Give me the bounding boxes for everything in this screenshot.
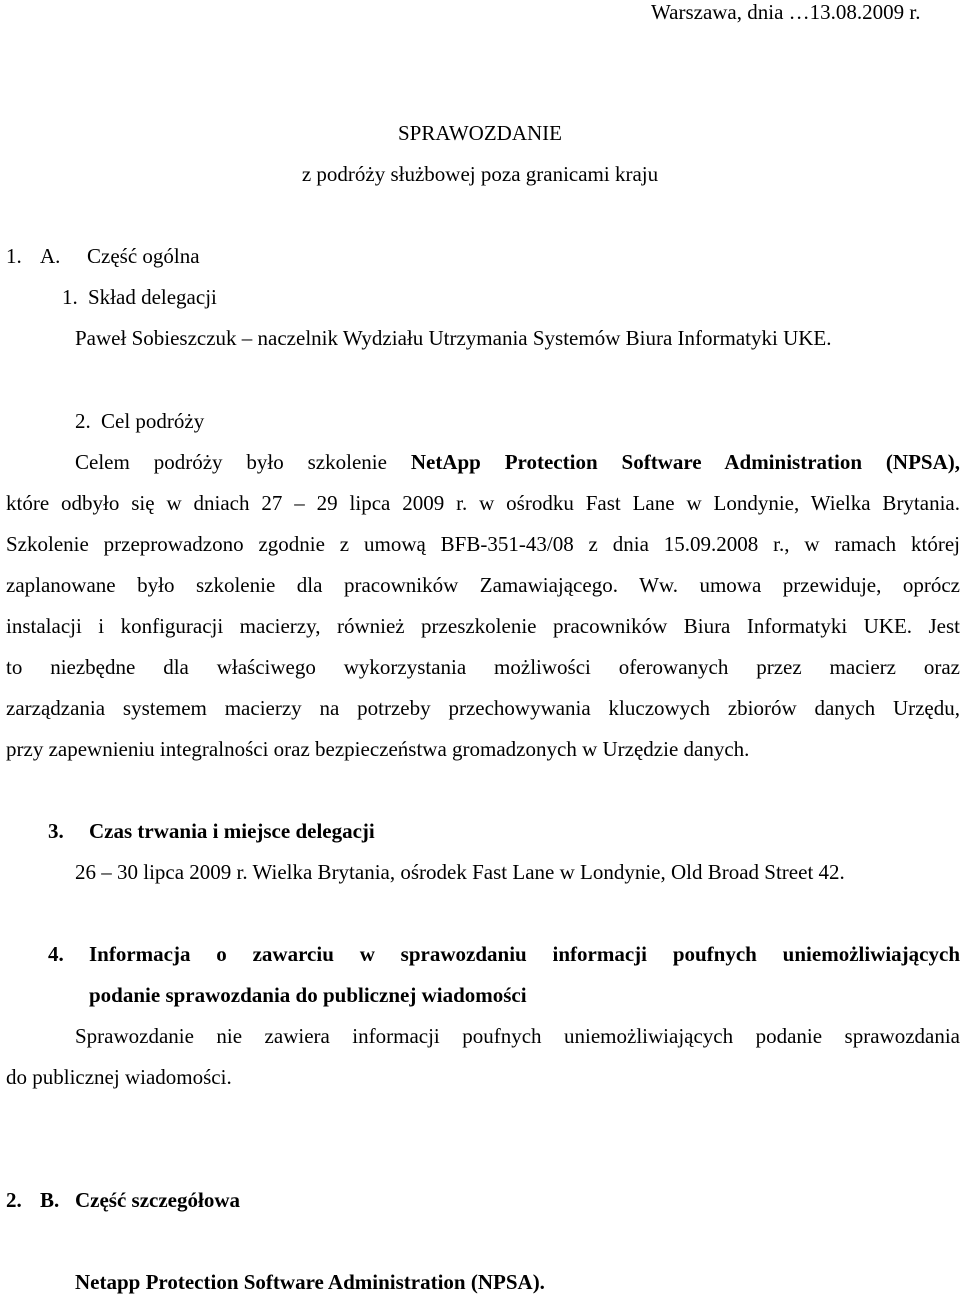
section-4-heading-line-1: Informacja o zawarciu w sprawozdaniu informacji poufnych uniemożliwiających xyxy=(89,942,960,966)
training-name: NetApp Protection Software Administration (NPSA), xyxy=(410,450,960,474)
part-a-number: 1. xyxy=(6,244,22,268)
section-1-number: 1. xyxy=(62,285,78,309)
section-1-heading: Skład delegacji xyxy=(88,285,217,309)
part-b-number: 2. xyxy=(6,1188,22,1212)
section-4-number: 4. xyxy=(48,942,64,966)
purpose-line-last: przy zapewnieniu integralności oraz bezpieczeństwa gromadzonych w Urzędzie danych. xyxy=(6,737,750,761)
duration-and-place: 26 – 30 lipca 2009 r. Wielka Brytania, ośrodek Fast Lane w Londynie, Old Broad Street 42. xyxy=(75,860,845,884)
purpose-line: zaplanowane było szkolenie dla pracowników Zamawiającego. Ww. umowa przewiduje, oprócz xyxy=(6,573,960,597)
section-3-heading: Czas trwania i miejsce delegacji xyxy=(89,819,375,843)
purpose-line: Szkolenie przeprowadzono zgodnie z umową BFB-351-43/08 z dnia 15.09.2008 r., w ramach której xyxy=(6,532,960,556)
place-date: Warszawa, dnia …13.08.2009 r. xyxy=(651,0,921,24)
part-b-letter: B. xyxy=(40,1188,60,1212)
purpose-prefix: Celem podróży było szkolenie xyxy=(75,450,387,474)
section-2-number: 2. xyxy=(75,409,91,433)
training-title-final: Netapp Protection Software Administration (NPSA). xyxy=(75,1270,545,1294)
purpose-line: instalacji i konfiguracji macierzy, również przeszkolenie pracowników Biura Informatyki UKE. Jest xyxy=(6,614,960,638)
purpose-line: które odbyło się w dniach 27 – 29 lipca 2009 r. w ośrodku Fast Lane w Londynie, Wielka Brytania. xyxy=(6,491,960,515)
confidentiality-line-1: Sprawozdanie nie zawiera informacji poufnych uniemożliwiających podanie sprawozdania xyxy=(75,1024,960,1048)
part-b-title: Część szczegółowa xyxy=(75,1188,241,1212)
confidentiality-line-2: do publicznej wiadomości. xyxy=(6,1065,232,1089)
purpose-line: to niezbędne dla właściwego wykorzystania możliwości oferowanych przez macierz oraz xyxy=(6,655,960,679)
delegation-members: Paweł Sobieszczuk – naczelnik Wydziału Utrzymania Systemów Biura Informatyki UKE. xyxy=(75,326,832,350)
document-subtitle: z podróży służbowej poza granicami kraju xyxy=(301,162,659,186)
document-title: SPRAWOZDANIE xyxy=(398,121,562,145)
purpose-line: zarządzania systemem macierzy na potrzeby przechowywania kluczowych zbiorów danych Urzędu, xyxy=(6,696,960,720)
section-2-heading: Cel podróży xyxy=(101,409,205,433)
section-3-number: 3. xyxy=(48,819,64,843)
part-a-title: Część ogólna xyxy=(87,244,200,268)
part-a-letter: A. xyxy=(40,244,61,268)
purpose-paragraph-line-1 xyxy=(75,450,960,474)
section-4-heading-line-2: podanie sprawozdania do publicznej wiadomości xyxy=(89,983,527,1007)
